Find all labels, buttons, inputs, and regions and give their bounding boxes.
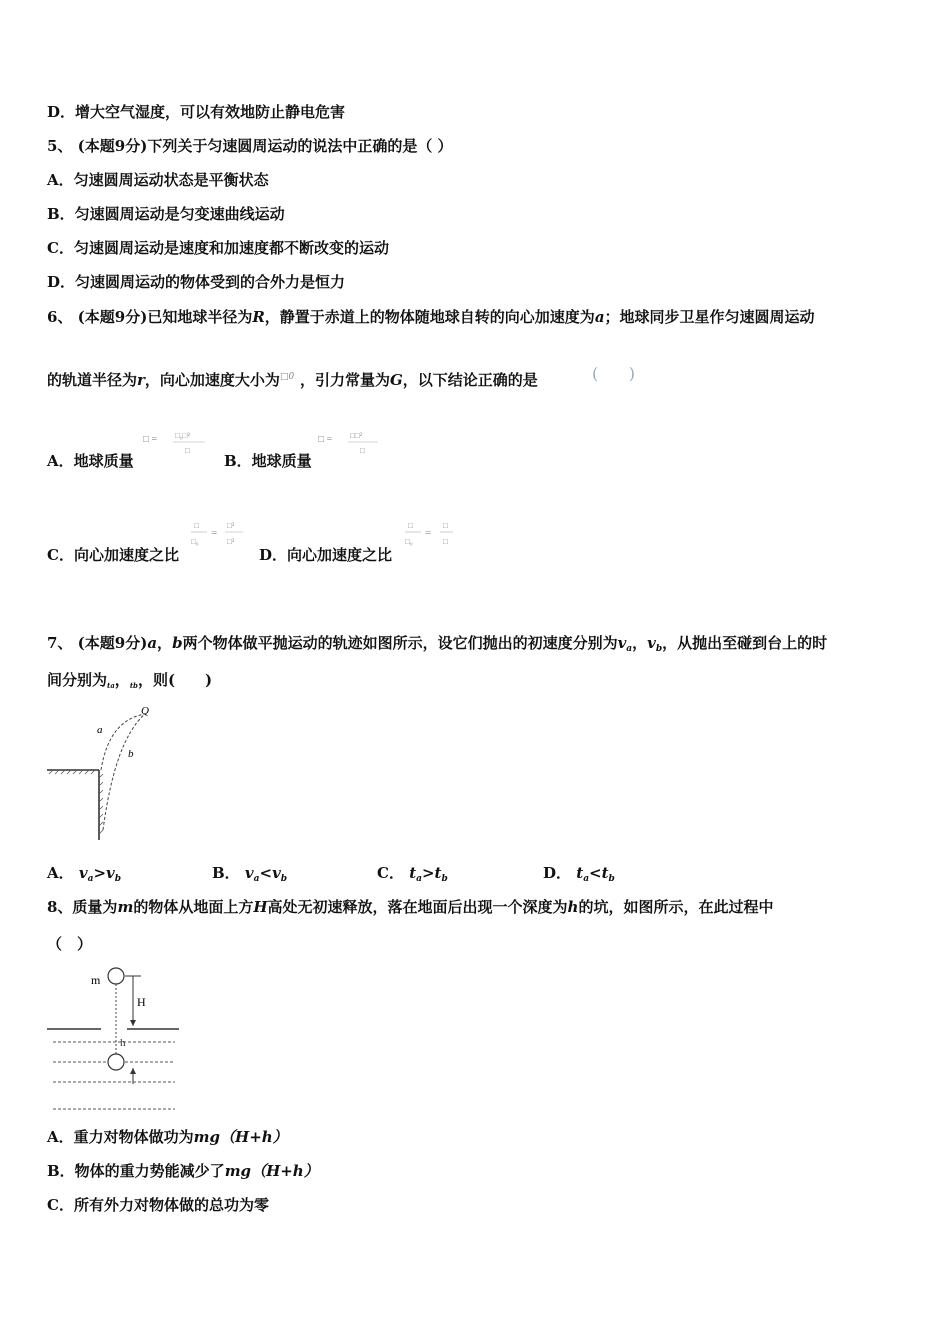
q6-number: 6、: [47, 308, 73, 326]
q8-text: 8、质量为: [47, 898, 118, 916]
q7-var-a: a: [147, 634, 158, 652]
q8-text: 高处无初速释放，落在地面后出现一个深度为: [267, 898, 568, 916]
trajectory-b: [103, 714, 145, 830]
q7-sep: ，: [114, 671, 130, 689]
opt-sub: a: [253, 874, 260, 884]
q6-stem-line1: [47, 307, 815, 327]
svg-text:□₀: □₀: [405, 537, 413, 546]
q8-option-a: [47, 1127, 288, 1147]
q7-score: (本题9分): [77, 634, 148, 652]
q7-text: 两个物体做平抛运动的轨迹如图所示，设它们抛出的初速度分别为: [182, 634, 618, 652]
q5-score: (本题9分): [77, 137, 148, 155]
opt-var: （H+h）: [220, 1128, 288, 1146]
q5-stem: [47, 136, 453, 156]
q7-tb: tb: [129, 681, 138, 690]
opt-label: B．: [212, 864, 240, 882]
opt-sub: b: [608, 874, 615, 884]
q6-formula-c: [191, 516, 251, 559]
q7-option-c: [377, 863, 448, 889]
q6-var-a: a: [594, 308, 605, 326]
q6-text: 已知地球半径为: [147, 308, 253, 326]
svg-text:□ =: □ =: [143, 434, 158, 445]
opt-var: t: [601, 864, 609, 882]
q7-var-b: b: [172, 634, 183, 652]
q6-option-c: C．向心加速度之比: [47, 546, 179, 564]
opt-sub: b: [441, 874, 448, 884]
opt-sub: a: [583, 874, 590, 884]
opt-var: v: [272, 864, 281, 882]
q7-stem-line1: [47, 633, 827, 659]
opt-var: v: [244, 864, 254, 882]
q8-answer-paren: （ ）: [47, 935, 93, 953]
q7-text: ，则( ): [137, 671, 213, 689]
q7-projectile-figure: [45, 700, 165, 842]
svg-text:□²: □²: [227, 521, 235, 530]
label-Q: Q: [141, 705, 149, 717]
q6-formula-a: [143, 428, 213, 465]
svg-text:□ =: □ =: [318, 434, 333, 445]
q6-text: ，引力常量为: [299, 371, 390, 389]
svg-text:□: □: [408, 521, 413, 530]
depth-arrowhead: [130, 1068, 136, 1074]
q7-stem-line2: [47, 670, 212, 696]
svg-text:□: □: [185, 446, 190, 455]
q7-var-vb: v: [647, 634, 656, 652]
opt-var: t: [409, 864, 417, 882]
svg-text:□: □: [443, 537, 448, 546]
q5-option-d: D．匀速圆周运动的物体受到的合外力是恒力: [47, 273, 346, 291]
opt-sub: a: [416, 874, 422, 884]
svg-text:□₀□²: □₀□²: [175, 431, 190, 440]
q7-sep: ，: [157, 634, 173, 652]
q6-option-a: A．地球质量: [47, 452, 134, 470]
svg-text:□: □: [443, 521, 448, 530]
svg-text:□: □: [360, 446, 365, 455]
opt-text: B．物体的重力势能减少了: [47, 1162, 225, 1180]
q6-text: ，向心加速度大小为: [144, 371, 280, 389]
ball-bottom: [108, 1054, 124, 1070]
q6-option-b: B．地球质量: [224, 452, 312, 470]
q6-text: 的轨道半径为: [47, 371, 138, 389]
q7-text: 间分别为: [47, 671, 108, 689]
q8-var-H: H: [253, 898, 268, 916]
label-m: m: [91, 973, 101, 987]
label-h: h: [120, 1037, 126, 1049]
q7-number: 7、: [47, 634, 73, 652]
q5-text: 下列关于匀速圆周运动的说法中正确的是（ ）: [147, 137, 453, 155]
svg-text:□: □: [194, 521, 199, 530]
q5-option-a: A．匀速圆周运动状态是平衡状态: [47, 171, 269, 189]
q7-text: ，从抛出至碰到台上的时: [662, 634, 828, 652]
opt-op: <: [259, 864, 273, 882]
q8-text: 的物体从地面上方: [133, 898, 254, 916]
q4-option-d: D．增大空气湿度，可以有效地防止静电危害: [47, 103, 346, 121]
q6-formula-a0: □0: [279, 372, 295, 382]
q7-option-b: [212, 863, 287, 889]
q6-stem-line2: [47, 370, 538, 393]
q8-var-h: h: [567, 898, 579, 916]
q5-option-c: C．匀速圆周运动是速度和加速度都不断改变的运动: [47, 239, 389, 257]
label-b: b: [128, 748, 134, 760]
opt-var: （H+h）: [251, 1162, 319, 1180]
opt-var: v: [78, 864, 88, 882]
opt-op: <: [589, 864, 602, 882]
q6-var-r: r: [137, 371, 145, 389]
q5-number: 5、: [47, 137, 73, 155]
q6-text: ，静置于赤道上的物体随地球自转的向心加速度为: [264, 308, 595, 326]
opt-op: >: [421, 864, 435, 882]
q7-var-va: v: [617, 634, 627, 652]
q8-falling-ball-figure: [45, 962, 185, 1114]
q7-sub: b: [655, 644, 663, 654]
opt-label: C．: [377, 864, 404, 882]
trajectory-a: [101, 714, 145, 770]
q8-option-b: [47, 1161, 319, 1181]
height-arrowhead: [130, 1020, 136, 1026]
q7-sub: a: [626, 644, 633, 654]
q6-var-G: G: [389, 371, 403, 389]
q6-text: ，以下结论正确的是: [402, 371, 538, 389]
q6-formula-b: [318, 428, 388, 465]
q5-option-b: B．匀速圆周运动是匀变速曲线运动: [47, 205, 285, 223]
q6-text: ；地球同步卫星作匀速圆周运动: [604, 308, 815, 326]
opt-var: mg: [193, 1128, 221, 1146]
q7-option-a: [47, 863, 121, 889]
q7-ta: ta: [107, 681, 115, 690]
q7-option-d: [543, 863, 615, 889]
q6-formula-d: [405, 516, 465, 559]
q6-var-R: R: [252, 308, 265, 326]
q6-answer-paren: ( ): [592, 364, 635, 383]
opt-var: mg: [224, 1162, 252, 1180]
label-a: a: [97, 724, 103, 736]
opt-var: t: [434, 864, 442, 882]
opt-op: >: [93, 864, 107, 882]
opt-label: D．: [543, 864, 572, 882]
svg-text:□₀: □₀: [191, 537, 199, 546]
opt-sub: b: [114, 874, 122, 884]
opt-var: v: [106, 864, 115, 882]
q8-option-c: C．所有外力对物体做的总功为零: [47, 1196, 269, 1214]
q7-sep: ，: [632, 634, 648, 652]
q8-stem-line1: [47, 897, 773, 917]
label-H: H: [137, 995, 146, 1009]
q8-text: 的坑，如图所示，在此过程中: [578, 898, 774, 916]
opt-text: A．重力对物体做功为: [47, 1128, 194, 1146]
svg-text:□²: □²: [227, 537, 235, 546]
opt-var: t: [576, 864, 584, 882]
opt-sub: b: [280, 874, 288, 884]
q6-option-d: D．向心加速度之比: [259, 546, 393, 564]
q8-var-m: m: [117, 898, 134, 916]
ball-top: [108, 968, 124, 984]
q6-score: (本题9分): [77, 308, 148, 326]
svg-text:□□²: □□²: [350, 431, 363, 440]
svg-text:=: =: [425, 527, 432, 539]
svg-text:=: =: [211, 527, 218, 539]
opt-sub: a: [87, 874, 94, 884]
opt-label: A．: [47, 864, 74, 882]
